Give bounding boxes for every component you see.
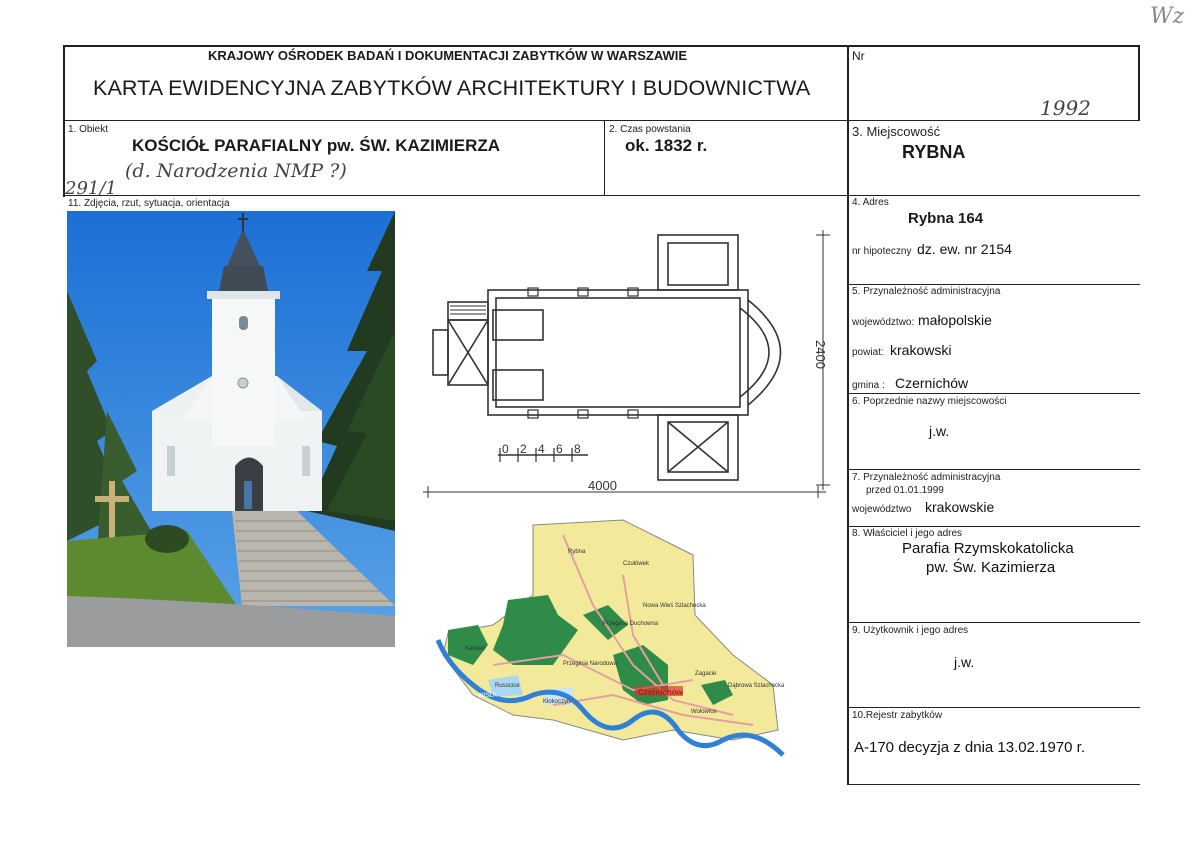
- plan-dim-height: 2400: [813, 340, 828, 369]
- map-place: Czułówek: [623, 561, 650, 567]
- map-place: Przeginia Narodowa: [563, 661, 618, 667]
- wlasciciel-line1: Parafia Rzymskokatolicka: [902, 540, 1074, 557]
- map-place: Nowa Wieś Szlachecka: [643, 603, 706, 609]
- poprzednie-value: j.w.: [929, 423, 950, 439]
- nr-handwritten: 1992: [1040, 96, 1091, 120]
- map-place: Dąbrowa Szlachecka: [728, 683, 785, 689]
- plan-scale-tick: 6: [556, 442, 563, 456]
- card-title: KARTA EWIDENCYJNA ZABYTKÓW ARCHITEKTURY I BUDOWNICTWA: [93, 76, 811, 100]
- floor-plan: [418, 210, 838, 510]
- frame-line: [63, 45, 1140, 47]
- hipoteczny-value: dz. ew. nr 2154: [917, 241, 1012, 257]
- frame-line: [63, 195, 849, 196]
- frame-line: [847, 284, 1140, 285]
- czas-label: 2. Czas powstania: [609, 124, 691, 135]
- rejestr-value: A-170 decyzja z dnia 13.02.1970 r.: [854, 739, 1085, 756]
- map-place: Rybna: [568, 549, 586, 555]
- hipoteczny-label: nr hipoteczny: [852, 246, 912, 257]
- przynaleznosc-przed-label2: przed 01.01.1999: [866, 485, 944, 496]
- church-photo: [67, 211, 395, 647]
- gmina-label: gmina :: [852, 380, 885, 391]
- map-place: WISŁA: [618, 743, 637, 749]
- poprzednie-label: 6. Poprzednie nazwy miejscowości: [852, 396, 1007, 407]
- powiat-value: krakowski: [890, 342, 952, 358]
- frame-line: [63, 45, 65, 197]
- wojewodztwo-label: województwo:: [852, 317, 915, 328]
- uzytkownik-label: 9. Użytkownik i jego adres: [852, 625, 969, 636]
- map-place: Kamień: [465, 646, 486, 652]
- adres-label: 4. Adres: [852, 197, 889, 208]
- map-place: Przeginia Duchowna: [603, 621, 659, 627]
- rejestr-label: 10.Rejestr zabytków: [852, 710, 943, 721]
- obiekt-value: KOŚCIÓŁ PARAFIALNY pw. ŚW. KAZIMIERZA: [132, 136, 501, 155]
- adres-value: Rybna 164: [908, 210, 984, 227]
- frame-line: [847, 45, 849, 785]
- plan-scale-tick: 2: [520, 442, 527, 456]
- frame-line: [847, 526, 1140, 527]
- map-place: WISŁA: [478, 693, 497, 699]
- map-place: Czernichów: [638, 688, 683, 697]
- corner-mark: Wz: [1150, 4, 1185, 29]
- przynaleznosc-przed-label: 7. Przynależność administracyjna: [852, 472, 1001, 483]
- plan-scale-tick: 8: [574, 442, 581, 456]
- miejscowosc-label: 3. Miejscowość: [852, 124, 941, 139]
- frame-line: [63, 120, 1140, 121]
- nr-label: Nr: [852, 49, 865, 63]
- frame-line: [847, 707, 1140, 708]
- frame-line: [1138, 45, 1140, 121]
- powiat-label: powiat:: [852, 347, 884, 358]
- frame-line: [847, 622, 1140, 623]
- gmina-value: Czernichów: [895, 375, 969, 391]
- przed-wojewodztwo-label: województwo: [852, 504, 912, 515]
- obiekt-handwritten-code: 291/1: [65, 178, 117, 199]
- frame-line: [847, 784, 1140, 785]
- plan-scale-tick: 0: [502, 442, 509, 456]
- plan-scale-tick: 4: [538, 442, 545, 456]
- zdjecia-label: 11. Zdjęcia, rzut, sytuacja, orientacja: [68, 198, 230, 209]
- uzytkownik-value: j.w.: [954, 654, 975, 670]
- przynaleznosc-label: 5. Przynależność administracyjna: [852, 286, 1001, 297]
- map-place: Zagacie: [695, 671, 717, 677]
- plan-dim-width: 4000: [588, 478, 617, 493]
- obiekt-handwritten-note: (d. Narodzenia NMP ?): [125, 160, 347, 182]
- czas-value: ok. 1832 r.: [625, 136, 708, 155]
- map-place: Kłokoczyn: [543, 699, 571, 705]
- obiekt-label: 1. Obiekt: [68, 124, 109, 135]
- map-place: Rusocice: [495, 683, 520, 689]
- frame-line: [847, 469, 1140, 470]
- przed-wojewodztwo-value: krakowskie: [925, 499, 995, 515]
- frame-line: [847, 195, 1140, 196]
- location-map: [433, 515, 793, 760]
- wlasciciel-line2: pw. Św. Kazimierza: [926, 559, 1056, 576]
- map-place: Wołowice: [691, 709, 717, 715]
- wojewodztwo-value: małopolskie: [918, 312, 992, 328]
- institution-name: KRAJOWY OŚRODEK BADAŃ I DOKUMENTACJI ZABYTKÓW W WARSZAWIE: [208, 48, 688, 63]
- frame-line: [604, 120, 605, 196]
- miejscowosc-value: RYBNA: [902, 142, 966, 162]
- frame-line: [847, 393, 1140, 394]
- wlasciciel-label: 8. Właściciel i jego adres: [852, 528, 963, 539]
